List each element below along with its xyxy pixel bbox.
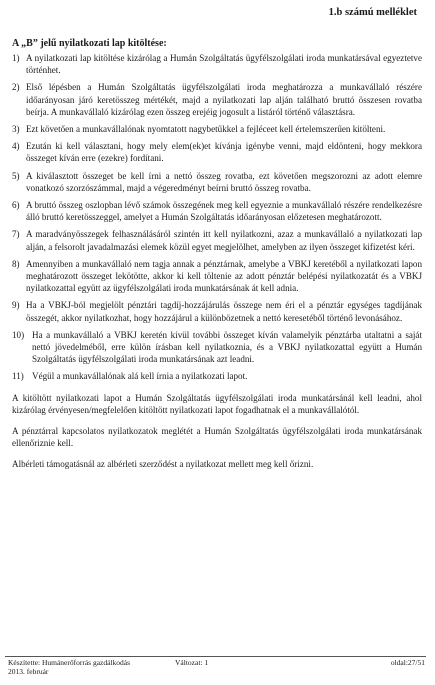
- item-number: 2): [12, 82, 20, 93]
- list-item: [12, 140, 422, 164]
- list-item: [12, 123, 422, 135]
- item-text: Ha a VBKJ-ból megjelölt pénztári tagdíj-hozzájárulás összege nem éri el a pénztár egységes tagdíjának összegét, akkor nyilatkozhat, hogy hozzájárul a különbözetnek a nettó keresetéből történő levonásához.: [26, 300, 422, 323]
- list-item: [12, 170, 422, 194]
- item-number: 7): [12, 229, 20, 240]
- footer-version: Változat: 1: [175, 658, 209, 667]
- item-text: A bruttó összeg oszlopban lévő számok összegének meg kell egyeznie a munkavállaló részére rendelkezésre álló bruttó keretösszeggel, amelyet a Humán Szolgáltatás időarányosan előzetesen meghatározott.: [26, 200, 422, 223]
- rent-paragraph: Albérleti támogatásnál az albérleti szerződést a nyilatkozat mellett meg kell őrizni.: [12, 459, 314, 470]
- item-number: 6): [12, 200, 20, 211]
- item-text: A nyilatkozati lap kitöltése kizárólag a Humán Szolgáltatás ügyfélszolgálati iroda munkatársával egyeztetve történhet.: [26, 53, 422, 76]
- annex-label: 1.b számú melléklet: [328, 7, 417, 18]
- item-text: Amennyiben a munkavállaló nem tagja annak a pénztárnak, amelybe a VBKJ keretéből a nyilatkozati lapon meghatározott összeget lekötötte, akkor ki kell töltenie az adott pénztár belépési nyilatkozatát és a VBKJ nyilatkozattal együtt az ügyfélszolgálati iroda munkatársának át kell adnia.: [26, 258, 422, 294]
- list-item: [12, 52, 422, 76]
- submission-paragraph: A kitöltött nyilatkozati lapot a Humán Szolgáltatás ügyfélszolgálati iroda munkatársánál kell leadni, ahol kizárólag érvényesen/megfelelően kitöltött nyilatkozati lapot fogadhatnak el a munkavállalótól.: [12, 392, 422, 415]
- item-text: A maradványösszegek felhasználásáról szintén itt kell nyilatkozni, azaz a munkavállaló a nyilatkozati lap alján, a felsorolt javadalmazási elemek közül egyet megjelölhet, amelyben az ilyen összeget kifizetést kéri.: [26, 229, 422, 252]
- item-text: Első lépésben a Humán Szolgáltatás ügyfélszolgálati iroda meghatározza a munkavállaló részére időarányosan járó keretösszeg mértékét, majd a nyilatkozati lap alján található bruttó összesen rovatba beírja. A munkavállaló kizárólag ezen összeg erejéig jogosult a listáról történő választásra.: [26, 82, 422, 117]
- list-item: [12, 370, 422, 382]
- item-number: 5): [12, 170, 20, 181]
- footer-prepared-by: Készítette: Humánerőforrás gazdálkodás: [8, 658, 131, 667]
- item-number: 10): [12, 329, 25, 340]
- item-number: 4): [12, 141, 20, 152]
- item-text: Végül a munkavállalónak alá kell írnia a nyilatkozati lapot.: [32, 371, 248, 382]
- list-item: [12, 329, 422, 366]
- list-item: [12, 299, 422, 323]
- footer-date: 2013. február: [8, 667, 49, 676]
- list-item: [12, 258, 422, 295]
- item-number: 8): [12, 258, 20, 269]
- item-text: Ezután ki kell választani, hogy mely elem(ek)et kívánja igénybe venni, majd eldönteni, hogy mekkora összeget kíván erre (ezekre) fordítani.: [26, 141, 422, 164]
- list-item: [12, 81, 422, 118]
- section-heading: A „B” jelű nyilatkozati lap kitöltése:: [12, 38, 167, 49]
- footer-page-number: oldal:27/51: [390, 658, 425, 667]
- item-number: 3): [12, 124, 20, 135]
- item-text: Ezt követően a munkavállalónak nyomtatott nagybetűkkel a fejléceet kell értelemszerűen kitölteni.: [26, 124, 386, 135]
- item-text: Ha a munkavállaló a VBKJ keretén kívül további összeget kíván valamelyik pénztárba utaltatni a saját nettó jövedelméből, erre külön írásban kell nyilatkoznia, és a VBKJ nyilatkozattal együtt a Humán Szolgáltatás ügyfélszolgálati iroda munkatársának azt leadni.: [32, 329, 422, 365]
- item-number: 9): [12, 300, 20, 311]
- item-number: 11): [12, 371, 24, 382]
- item-text: A kiválasztott összeget be kell írni a nettó összeg rovatba, ezt követően megszorozni az adott elemre vonatkozó szorzószámmal, majd a végeredményt beírni bruttó összeg rovatba.: [26, 170, 422, 193]
- list-item: [12, 199, 422, 223]
- footer-divider: [5, 656, 426, 657]
- document-body: [12, 52, 422, 477]
- list-item: [12, 228, 422, 252]
- fund-check-paragraph: A pénztárral kapcsolatos nyilatkozatok meglétét a Humán Szolgáltatás ügyfélszolgálati iroda munkatársának ellenőriznie kell.: [12, 426, 422, 449]
- item-number: 1): [12, 53, 20, 63]
- footer-author: [8, 658, 130, 676]
